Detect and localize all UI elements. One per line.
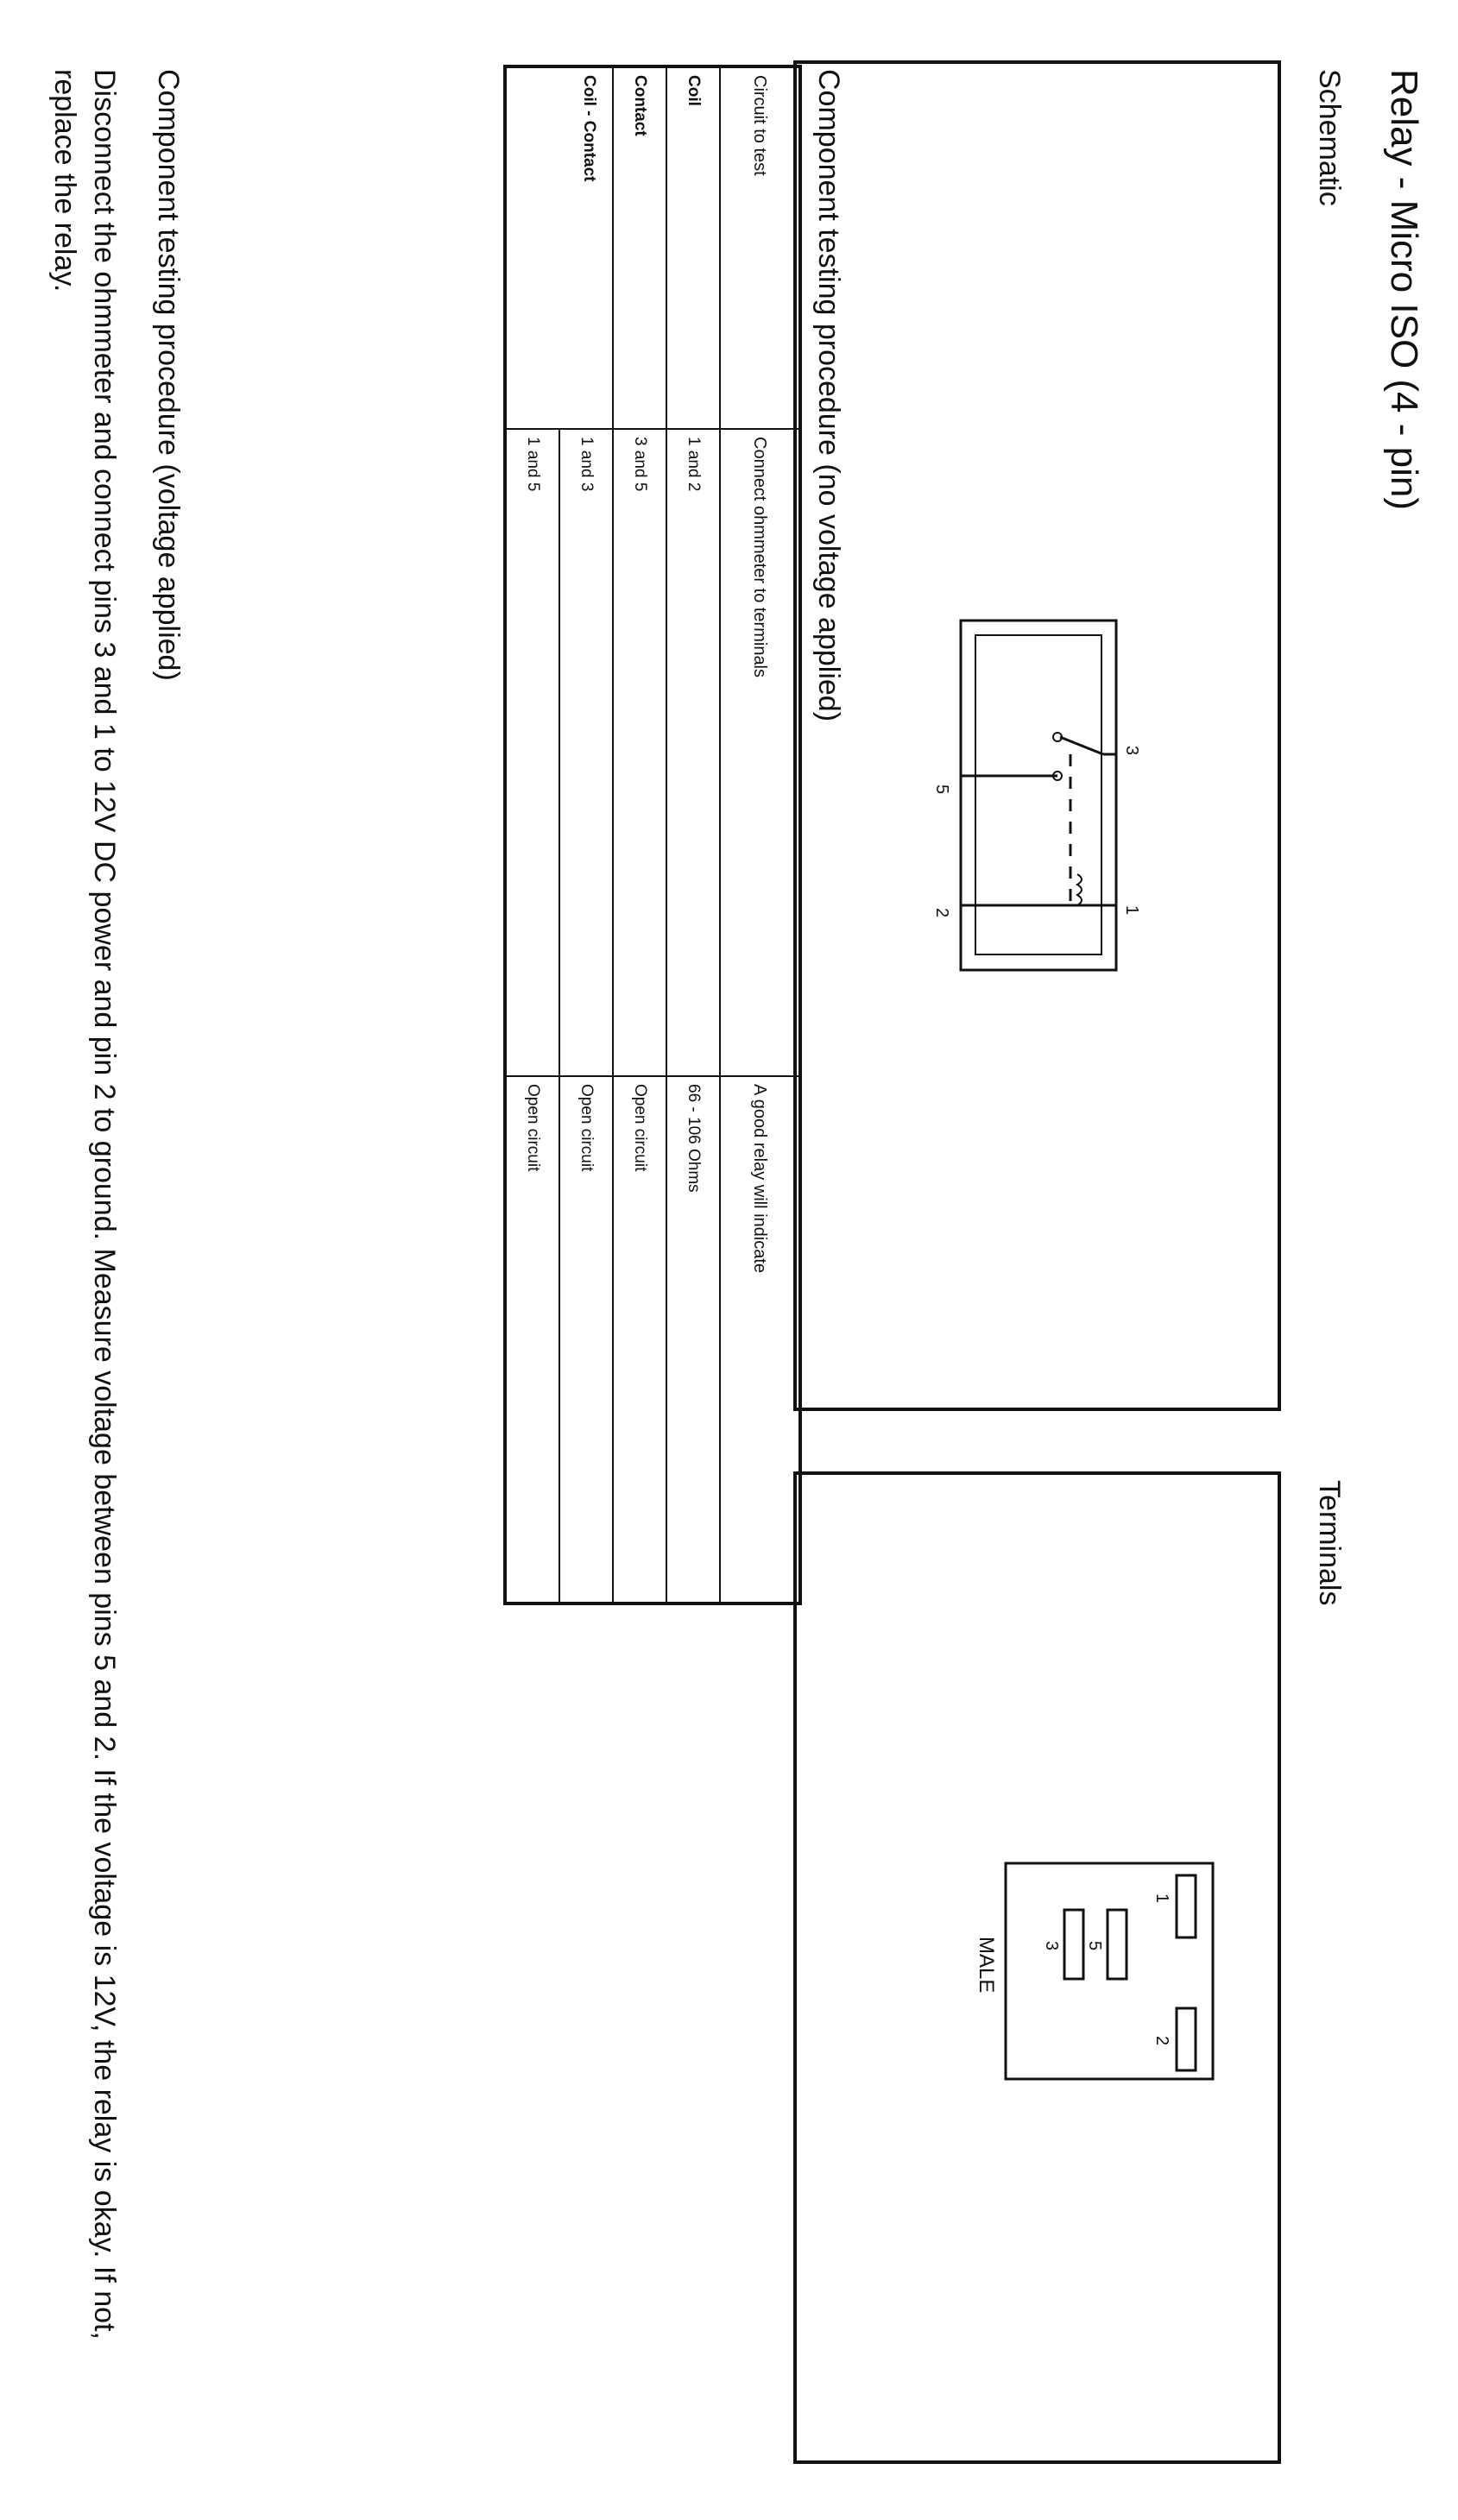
terminal-pin-5: 5 <box>1085 1941 1104 1951</box>
schematic-pin-2: 2 <box>932 908 951 918</box>
terminals-label: Terminals <box>1313 1480 1346 1606</box>
row-result: Open circuit <box>505 1076 559 1603</box>
terminal-layout-diagram <box>797 1475 1278 2460</box>
schematic-box <box>793 60 1281 1411</box>
column-header-circuit: Circuit to test <box>720 66 800 429</box>
connector-gender-label: MALE <box>975 1937 998 1994</box>
row-result: Open circuit <box>613 1076 666 1603</box>
schematic-label: Schematic <box>1313 69 1346 206</box>
terminal-pin-2: 2 <box>1152 2036 1171 2046</box>
row-terminals: 3 and 5 <box>613 429 666 1076</box>
page-title: Relay - Micro ISO (4 - pin) <box>1383 69 1425 510</box>
terminals-box <box>793 1471 1281 2464</box>
row-terminals: 1 and 5 <box>505 429 559 1076</box>
row-result: Open circuit <box>559 1076 613 1603</box>
row-result: 66 - 106 Ohms <box>666 1076 720 1603</box>
table-row <box>559 66 613 1603</box>
terminal-pin-3: 3 <box>1042 1941 1061 1951</box>
schematic-pin-1: 1 <box>1122 905 1141 916</box>
row-circuit: Coil <box>666 66 720 429</box>
schematic-pin-3: 3 <box>1122 746 1141 756</box>
voltage-test-instructions: Disconnect the ohmmeter and connect pins 3 and 1 to 12V DC power and pin 2 to ground. Measure voltage between pins 5 and 2. If the voltage is 12V, the relay is okay. If not, replace the relay. <box>48 69 121 2340</box>
column-header-result: A good relay will indicate <box>720 1076 800 1603</box>
relay-schematic-diagram <box>797 64 1278 1408</box>
terminal-pin-1: 1 <box>1152 1893 1171 1904</box>
row-circuit: Coil - Contact <box>505 66 613 429</box>
table-row <box>613 66 666 1603</box>
resistance-test-table <box>503 65 802 1605</box>
voltage-test-heading: Component testing procedure (voltage applied) <box>152 69 185 681</box>
row-terminals: 1 and 2 <box>666 429 720 1076</box>
row-circuit: Contact <box>613 66 666 429</box>
table-row <box>666 66 720 1603</box>
no-voltage-test-heading: Component testing procedure (no voltage applied) <box>812 69 845 722</box>
row-terminals: 1 and 3 <box>559 429 613 1076</box>
schematic-pin-5: 5 <box>932 784 951 795</box>
table-header-row <box>720 66 800 1603</box>
column-header-terminals: Connect ohmmeter to terminals <box>720 429 800 1076</box>
